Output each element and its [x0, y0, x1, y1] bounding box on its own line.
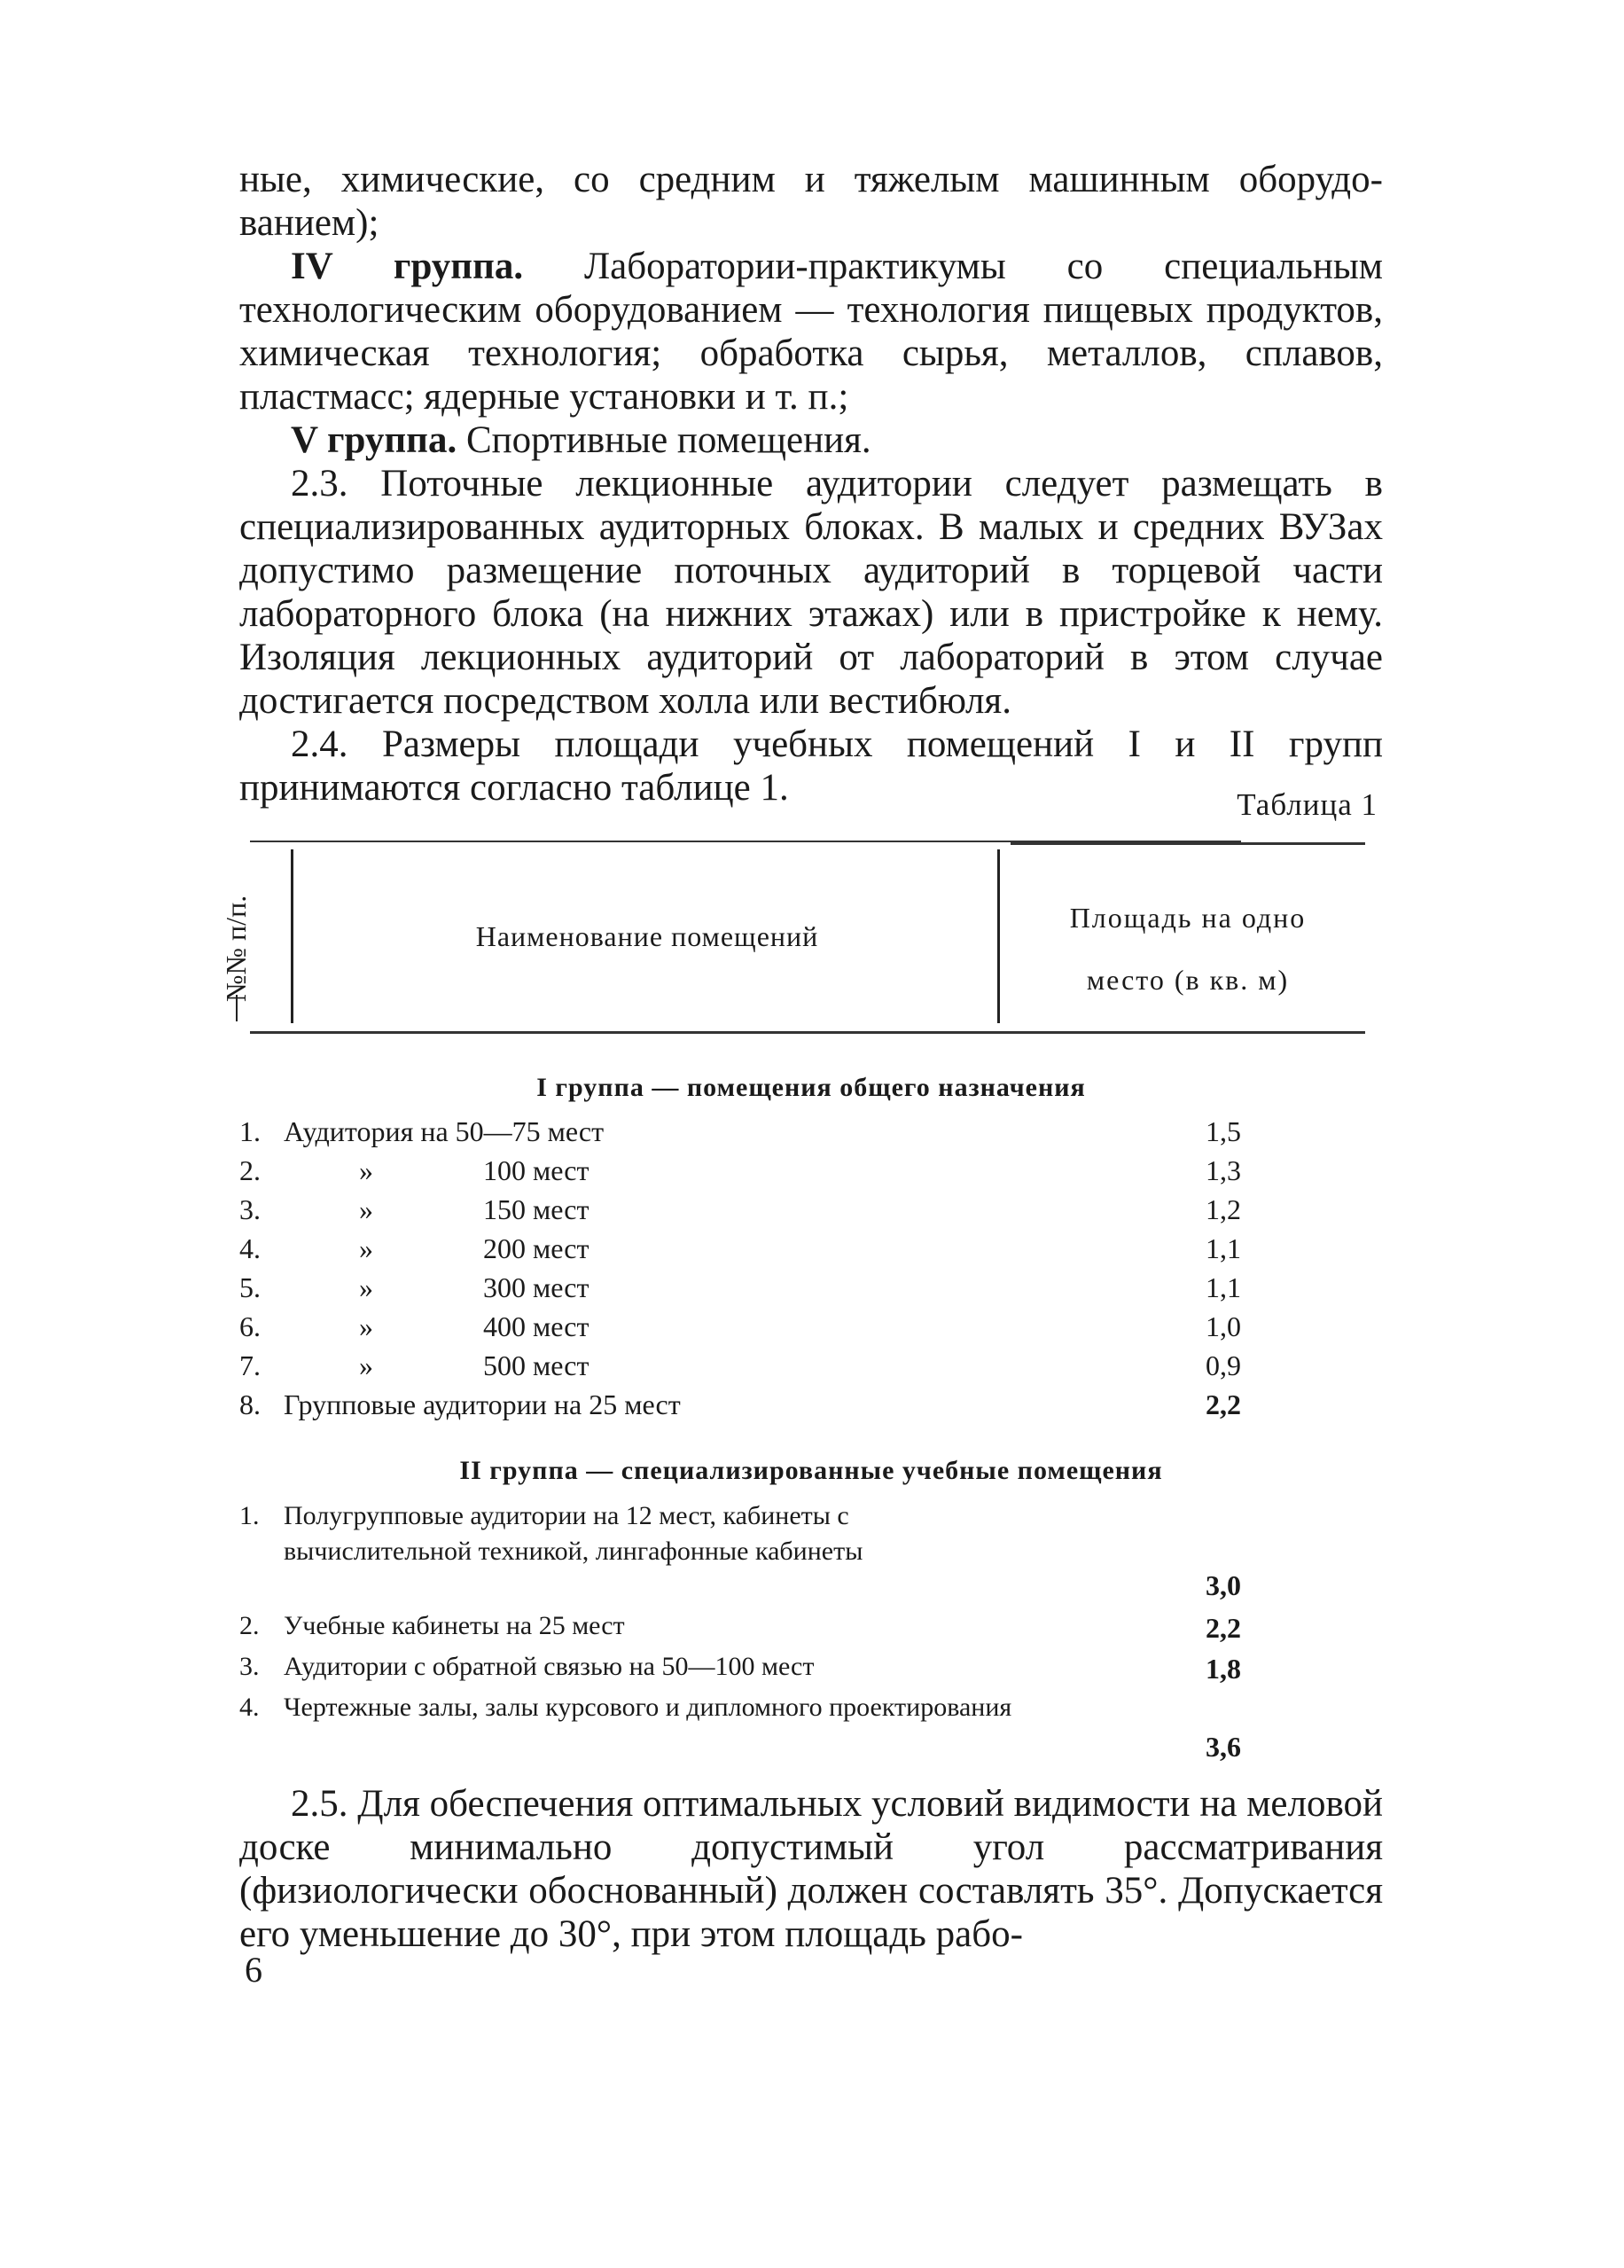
row-capacity: 100 мест: [483, 1154, 589, 1186]
table-header-number: №№ п/п.: [220, 895, 252, 1002]
row-value: 2,2: [1206, 1612, 1241, 1644]
paragraph-group-5: [239, 418, 1383, 462]
table-header-bottom-rule: [250, 1031, 1365, 1034]
row-value: 3,0: [1206, 1569, 1241, 1601]
upper-text-block: [239, 158, 1383, 809]
row-number: 6.: [239, 1310, 261, 1342]
row-number: 2.: [239, 1154, 261, 1186]
table-row: [239, 1388, 1241, 1427]
group-5-label: V группа.: [291, 419, 457, 461]
row-number: 4.: [239, 1693, 260, 1722]
table-top-rule-right: [1011, 842, 1365, 845]
row-number: 8.: [239, 1388, 261, 1420]
paragraph-continuation: ные, химические, со средним и тяжелым машинным оборудо-ванием);: [239, 159, 1383, 244]
table-row: [239, 1349, 1241, 1388]
row-number: 1.: [239, 1501, 260, 1530]
row-value: 1,1: [1206, 1232, 1241, 1264]
table-row: [239, 1498, 1241, 1603]
group-5-text: Спортивные помещения.: [457, 419, 871, 461]
page-number: 6: [245, 1950, 262, 1990]
group-4-label: IV группа.: [291, 246, 524, 287]
lower-text-block: [239, 1782, 1383, 1956]
row-value: 2,2: [1206, 1388, 1241, 1420]
row-value: 1,5: [1206, 1115, 1241, 1147]
paragraph-2-4: 2.4. Размеры площади учебных помещений I и II групп принимаются согласно таблице 1.: [239, 723, 1383, 809]
table-header-name: Наименование помещений: [475, 920, 819, 952]
ditto-mark: »: [359, 1154, 373, 1186]
row-value: 1,8: [1206, 1653, 1241, 1685]
row-value: 1,0: [1206, 1310, 1241, 1342]
table-row: [239, 1271, 1241, 1310]
table-row: [239, 1310, 1241, 1349]
table-row: [239, 1154, 1241, 1193]
group-2-title: II группа — специализированные учебные помещения: [459, 1456, 1163, 1485]
ditto-mark: »: [359, 1232, 373, 1264]
row-name: Групповые аудитории на 25 мест: [284, 1388, 681, 1420]
row-number: 5.: [239, 1271, 261, 1303]
row-name: Чертежные залы, залы курсового и дипломного проектирования: [284, 1693, 1012, 1722]
row-capacity: 400 мест: [483, 1310, 589, 1342]
ditto-mark: »: [359, 1193, 373, 1225]
paragraph-2-3: 2.3. Поточные лекционные аудитории следует размещать в специализированных аудиторных блоках. В малых и средних ВУЗах допустимо размещение поточных аудиторий в торцевой части лабораторного блока (на нижних этажах) или в пристройке к нему. Изоляция лекционных аудиторий от лабораторий в этом случае достигается посредством холла или вестибюля.: [239, 463, 1383, 722]
ditto-mark: »: [359, 1349, 373, 1381]
row-name: Аудитория на 50—75 мест: [284, 1115, 605, 1147]
table-header-area-line2: место (в кв. м): [1086, 964, 1290, 996]
row-capacity: 150 мест: [483, 1193, 589, 1225]
row-value: 1,1: [1206, 1271, 1241, 1303]
row-capacity: 500 мест: [483, 1349, 589, 1381]
row-value: 1,2: [1206, 1193, 1241, 1225]
ditto-mark: »: [359, 1310, 373, 1342]
table-row: [239, 1115, 1241, 1154]
table-header-area-line1: Площадь на одно: [1069, 902, 1307, 934]
row-number: 4.: [239, 1232, 261, 1264]
row-number: 3.: [239, 1652, 260, 1681]
row-name: Аудитории с обратной связью на 50—100 мест: [284, 1652, 815, 1681]
paragraph-group-4: [239, 245, 1383, 418]
row-name: Полугрупповые аудитории на 12 мест, кабинеты с вычислительной техникой, лингафонные кабинеты: [284, 1501, 863, 1566]
table-row: [239, 1690, 1241, 1764]
table-caption: Таблица 1: [1237, 787, 1378, 822]
row-capacity: 300 мест: [483, 1271, 589, 1303]
row-value: 0,9: [1206, 1349, 1241, 1381]
row-number: 7.: [239, 1349, 261, 1381]
table-row: [239, 1608, 1241, 1646]
ditto-mark: »: [359, 1271, 373, 1303]
table-row: [239, 1232, 1241, 1271]
row-capacity: 200 мест: [483, 1232, 589, 1264]
paragraph-2-5: 2.5. Для обеспечения оптимальных условий видимости на меловой доске минимально допустимый угол рассматривания (физиологически обоснованный) должен составлять 35°. Допускается его уменьшение до 30°, при этом площадь рабо-: [239, 1783, 1383, 1955]
table-row: [239, 1649, 1241, 1686]
row-value: 1,3: [1206, 1154, 1241, 1186]
row-value: 3,6: [1206, 1731, 1241, 1763]
group-1-title: I группа — помещения общего назначения: [536, 1073, 1086, 1102]
row-number: 1.: [239, 1115, 261, 1147]
group-4-text: Лаборатории-практикумы со специальным технологическим оборудованием — технология пищевых продуктов, химическая технология; обработка сырья, металлов, сплавов, пластмасс; ядерные установки и т. п.;: [239, 246, 1383, 418]
row-number: 2.: [239, 1611, 260, 1640]
row-number: 3.: [239, 1193, 261, 1225]
row-name: Учебные кабинеты на 25 мест: [284, 1611, 625, 1640]
table-header-area: [1019, 887, 1356, 1011]
table-row: [239, 1193, 1241, 1232]
